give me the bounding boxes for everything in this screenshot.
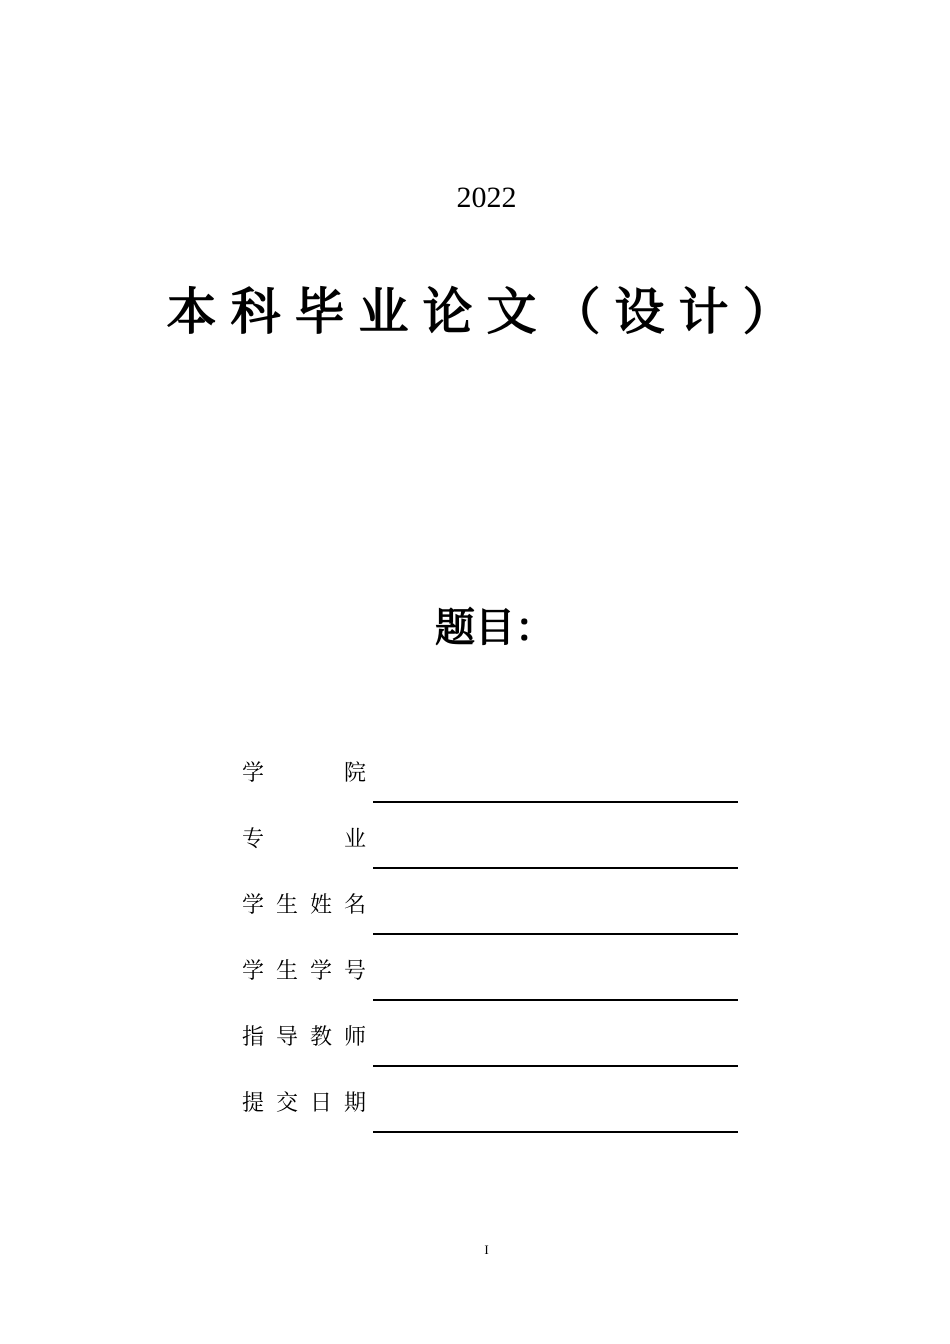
major-label: 专 业 xyxy=(242,827,366,852)
submission-date-field[interactable] xyxy=(373,1082,738,1133)
form-row-major xyxy=(242,818,742,884)
college-label: 学 院 xyxy=(242,761,366,786)
form-row-submission-date xyxy=(242,1082,742,1148)
form-row-student-id xyxy=(242,950,742,1016)
form-row-college xyxy=(242,752,742,818)
form-row-advisor xyxy=(242,1016,742,1082)
submission-date-label: 提 交 日 期 xyxy=(242,1091,366,1116)
topic-label: 题目： xyxy=(435,605,555,651)
cover-year: 2022 xyxy=(456,181,517,214)
college-field[interactable] xyxy=(373,752,738,803)
info-form xyxy=(242,752,742,1148)
student-name-label: 学 生 姓 名 xyxy=(242,893,366,918)
student-id-label: 学 生 学 号 xyxy=(242,959,366,984)
student-id-field[interactable] xyxy=(373,950,738,1001)
major-field[interactable] xyxy=(373,818,738,869)
student-name-field[interactable] xyxy=(373,884,738,935)
advisor-label: 指 导 教 师 xyxy=(242,1025,366,1050)
advisor-field[interactable] xyxy=(373,1016,738,1067)
form-row-student-name xyxy=(242,884,742,950)
thesis-title: 本科毕业论文（设计） xyxy=(166,282,807,341)
page-number: I xyxy=(484,1242,489,1257)
